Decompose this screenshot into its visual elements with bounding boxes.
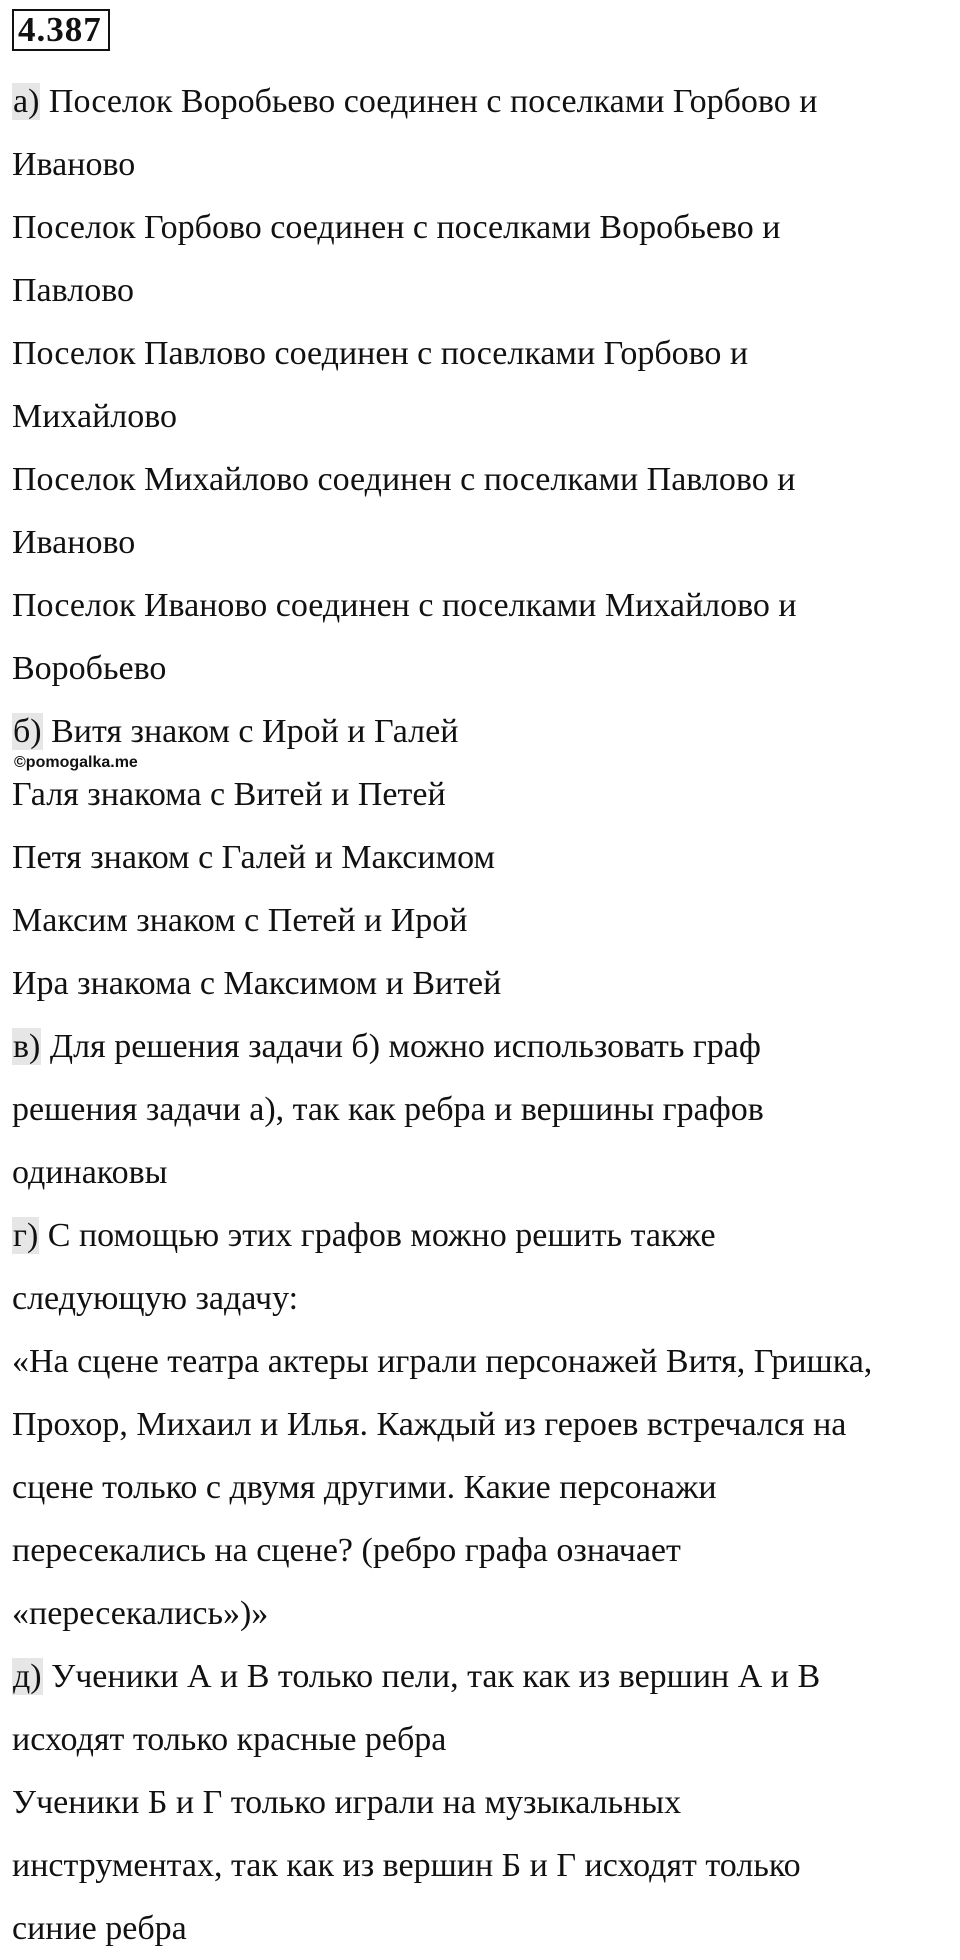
text-line (12, 1897, 952, 1960)
line-text: Ученики А и В только пели, так как из вершин А и В (42, 1658, 821, 1695)
part-marker: а) (13, 83, 40, 120)
text-line (12, 637, 952, 700)
line-text: Поселок Воробьево соединен с поселками Горбово и (40, 83, 818, 120)
text-line (12, 133, 952, 196)
line-text: синие ребра (12, 1910, 187, 1947)
text-line (12, 259, 952, 322)
text-line (12, 1708, 952, 1771)
text-line (12, 1078, 952, 1141)
text-line (12, 511, 952, 574)
line-text: Поселок Горбово соединен с поселками Воробьево и (12, 209, 781, 246)
line-text: Поселок Михайлово соединен с поселками Павлово и (12, 461, 796, 498)
line-text: Максим знаком с Петей и Ирой (12, 902, 468, 939)
line-text: Поселок Иваново соединен с поселками Михайлово и (12, 587, 797, 624)
text-line (12, 196, 952, 259)
text-line (12, 70, 952, 133)
text-line (12, 1582, 952, 1645)
text-line (12, 700, 952, 763)
text-line (12, 1330, 952, 1393)
line-text: Воробьево (12, 650, 167, 687)
text-line (12, 1645, 952, 1708)
line-text: Галя знакома с Витей и Петей (12, 776, 446, 813)
line-text: Иваново (12, 146, 136, 183)
line-text: пересекались на сцене? (ребро графа означает (12, 1532, 681, 1569)
text-line (12, 952, 952, 1015)
text-line (12, 448, 952, 511)
line-text: Иваново (12, 524, 136, 561)
text-line (12, 1393, 952, 1456)
text-line (12, 385, 952, 448)
text-line (12, 574, 952, 637)
problem-number: 4.387 (12, 9, 110, 51)
line-text: «На сцене театра актеры играли персонажей Витя, Гришка, (12, 1343, 873, 1380)
line-text: Петя знаком с Галей и Максимом (12, 839, 495, 876)
part-marker: в) (13, 1028, 41, 1065)
text-line (12, 1834, 952, 1897)
line-text: Ира знакома с Максимом и Витей (12, 965, 502, 1002)
text-line (12, 1204, 952, 1267)
text-line (12, 826, 952, 889)
line-text: Витя знаком с Ирой и Галей (42, 713, 459, 750)
line-text: инструментах, так как из вершин Б и Г исходят только (12, 1847, 801, 1884)
line-text: С помощью этих графов можно решить также (39, 1217, 716, 1254)
line-text: сцене только с двумя другими. Какие персонажи (12, 1469, 717, 1506)
line-text: Для решения задачи б) можно использовать граф (41, 1028, 761, 1065)
line-text: решения задачи а), так как ребра и вершины графов (12, 1091, 764, 1128)
line-text: «пересекались»)» (12, 1595, 269, 1632)
solution-text (12, 70, 952, 1960)
text-line (12, 1141, 952, 1204)
part-marker: б) (13, 713, 42, 750)
text-line (12, 889, 952, 952)
line-text: Поселок Павлово соединен с поселками Горбово и (12, 335, 749, 372)
line-text: Михайлово (12, 398, 178, 435)
line-text: следующую задачу: (12, 1280, 299, 1317)
line-text: одинаковы (12, 1154, 168, 1191)
line-text: Павлово (12, 272, 135, 309)
text-line (12, 1015, 952, 1078)
part-marker: г) (13, 1217, 39, 1254)
line-text: исходят только красные ребра (12, 1721, 447, 1758)
part-marker: д) (13, 1658, 42, 1695)
watermark: ©pomogalka.me (14, 754, 138, 771)
text-line (12, 1771, 952, 1834)
text-line (12, 763, 952, 826)
text-line (12, 322, 952, 385)
text-line (12, 1267, 952, 1330)
text-line (12, 1456, 952, 1519)
text-line (12, 1519, 952, 1582)
line-text: Ученики Б и Г только играли на музыкальных (12, 1784, 682, 1821)
line-text: Прохор, Михаил и Илья. Каждый из героев встречался на (12, 1406, 847, 1443)
